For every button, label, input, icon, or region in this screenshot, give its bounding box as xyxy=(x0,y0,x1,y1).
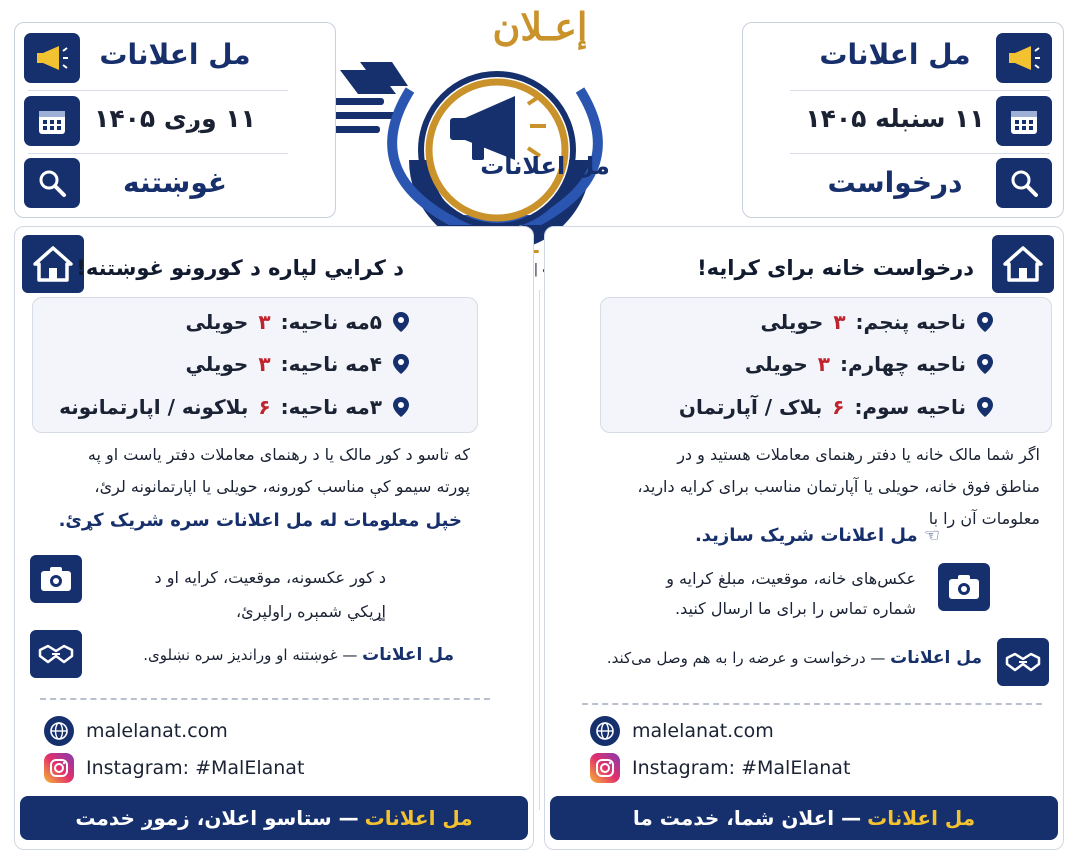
camera-icon xyxy=(938,563,990,611)
megaphone-icon xyxy=(24,33,80,83)
logo-top-title: إعـلان xyxy=(492,4,588,49)
right-header-title: مل اعلانات xyxy=(819,38,971,71)
right-section-title: درخواست خانه برای کرایه! xyxy=(697,256,974,280)
location-pin-icon xyxy=(976,311,994,333)
right-paragraph-line: مناطق فوق خانه، حویلی یا آپارتمان مناسب برای کرایه دارید، xyxy=(637,477,1040,496)
left-instagram[interactable]: Instagram: #MalElanat xyxy=(44,753,304,783)
search-icon xyxy=(24,158,80,208)
left-header-title: مل اعلانات xyxy=(99,38,251,71)
camera-icon xyxy=(30,555,82,603)
left-paragraph-line: پورته سیمو کې مناسب کورونه، حویلی یا اپارتمانونه لرئ، xyxy=(94,477,470,496)
right-header-category: درخواست xyxy=(827,166,963,199)
right-instagram[interactable]: Instagram: #MalElanat xyxy=(590,753,850,783)
globe-icon xyxy=(44,716,74,746)
right-paragraph-line: اگر شما مالک خانه یا دفتر رهنمای معاملات هستید و در xyxy=(677,445,1040,464)
left-footer-brand: مل اعلانات xyxy=(364,806,473,830)
calendar-icon xyxy=(24,96,80,146)
logo-emblem xyxy=(300,50,690,245)
location-pin-icon xyxy=(976,396,994,418)
logo-tagline: | xyxy=(533,262,539,277)
right-website[interactable]: malelanat.com xyxy=(590,716,774,746)
location-pin-icon xyxy=(392,396,410,418)
list-item: ناحیه سوم: ۶ بلاک / آپارتمان xyxy=(679,395,994,419)
location-pin-icon xyxy=(976,353,994,375)
left-photo-text: د کور عکسونه، موقعیت، کرایه او د xyxy=(154,568,386,587)
left-cta: خپل معلومات له مل اعلانات سره شریک کړئ. xyxy=(58,510,462,531)
home-icon xyxy=(22,235,84,293)
left-section-title: د کرايي لپاره د کورونو غوښتنه! xyxy=(76,256,404,280)
right-photo-text: عکس‌های خانه، موقعیت، مبلغ کرایه و xyxy=(666,569,916,588)
left-website[interactable]: malelanat.com xyxy=(44,716,228,746)
right-paragraph-line: معلومات آن را با xyxy=(928,509,1040,528)
list-item: ناحیه چهارم: ۳ حویلی xyxy=(745,352,994,376)
right-connect-text: — درخواست و عرضه را به هم وصل می‌کند. xyxy=(606,649,886,667)
right-photo-text: شماره تماس را برای ما ارسال کنید. xyxy=(675,599,916,618)
location-pin-icon xyxy=(392,311,410,333)
column-divider xyxy=(539,290,540,810)
instagram-icon xyxy=(590,753,620,783)
handshake-icon xyxy=(997,638,1049,686)
location-pin-icon xyxy=(392,353,410,375)
home-icon xyxy=(992,235,1054,293)
left-paragraph-line: که تاسو د کور مالک يا د رهنمای معاملات دفتر یاست او په xyxy=(87,445,470,464)
logo-center-text: مل اعلانات xyxy=(480,152,610,180)
right-header-date: ۱۱ سنبله ۱۴۰۵ xyxy=(805,104,985,133)
list-item: ۳مه ناحیه: ۶ بلاکونه / اپارتمانونه xyxy=(59,395,410,419)
calendar-icon xyxy=(996,96,1052,146)
right-footer-banner xyxy=(550,796,1058,840)
right-footer-brand: مل اعلانات xyxy=(867,806,976,830)
left-connect-brand: مل اعلانات xyxy=(362,645,454,665)
left-dashed-divider xyxy=(40,698,490,700)
right-footer-text: — اعلان شما، خدمت ما xyxy=(632,806,862,830)
list-item: ۴مه ناحیه: ۳ حویلي xyxy=(185,352,410,376)
globe-icon xyxy=(590,716,620,746)
handshake-icon xyxy=(30,630,82,678)
left-footer-banner xyxy=(20,796,528,840)
megaphone-icon xyxy=(996,33,1052,83)
instagram-icon xyxy=(44,753,74,783)
list-item: ناحیه پنجم: ۳ حویلی xyxy=(760,310,994,334)
right-connect-brand: مل اعلانات xyxy=(890,648,982,668)
left-header-category: غوښتنه xyxy=(122,166,228,199)
search-icon xyxy=(996,158,1052,208)
left-connect-line xyxy=(143,645,454,665)
left-header-date: ۱۱ وږی ۱۴۰۵ xyxy=(94,104,256,133)
left-photo-text: إړیکي شمېره راولپرئ، xyxy=(235,602,386,621)
left-footer-text: — ستاسو اعلان، زموږ خدمت xyxy=(75,806,359,830)
right-connect-line xyxy=(607,648,982,668)
right-cta: ☜ مل اعلانات شریک سازید. xyxy=(694,525,940,546)
left-connect-text: — غوښتنه او وراندیز سره نښلوی. xyxy=(143,646,358,664)
list-item: ۵مه ناحیه: ۳ حویلی xyxy=(185,310,410,334)
right-dashed-divider xyxy=(582,703,1042,705)
